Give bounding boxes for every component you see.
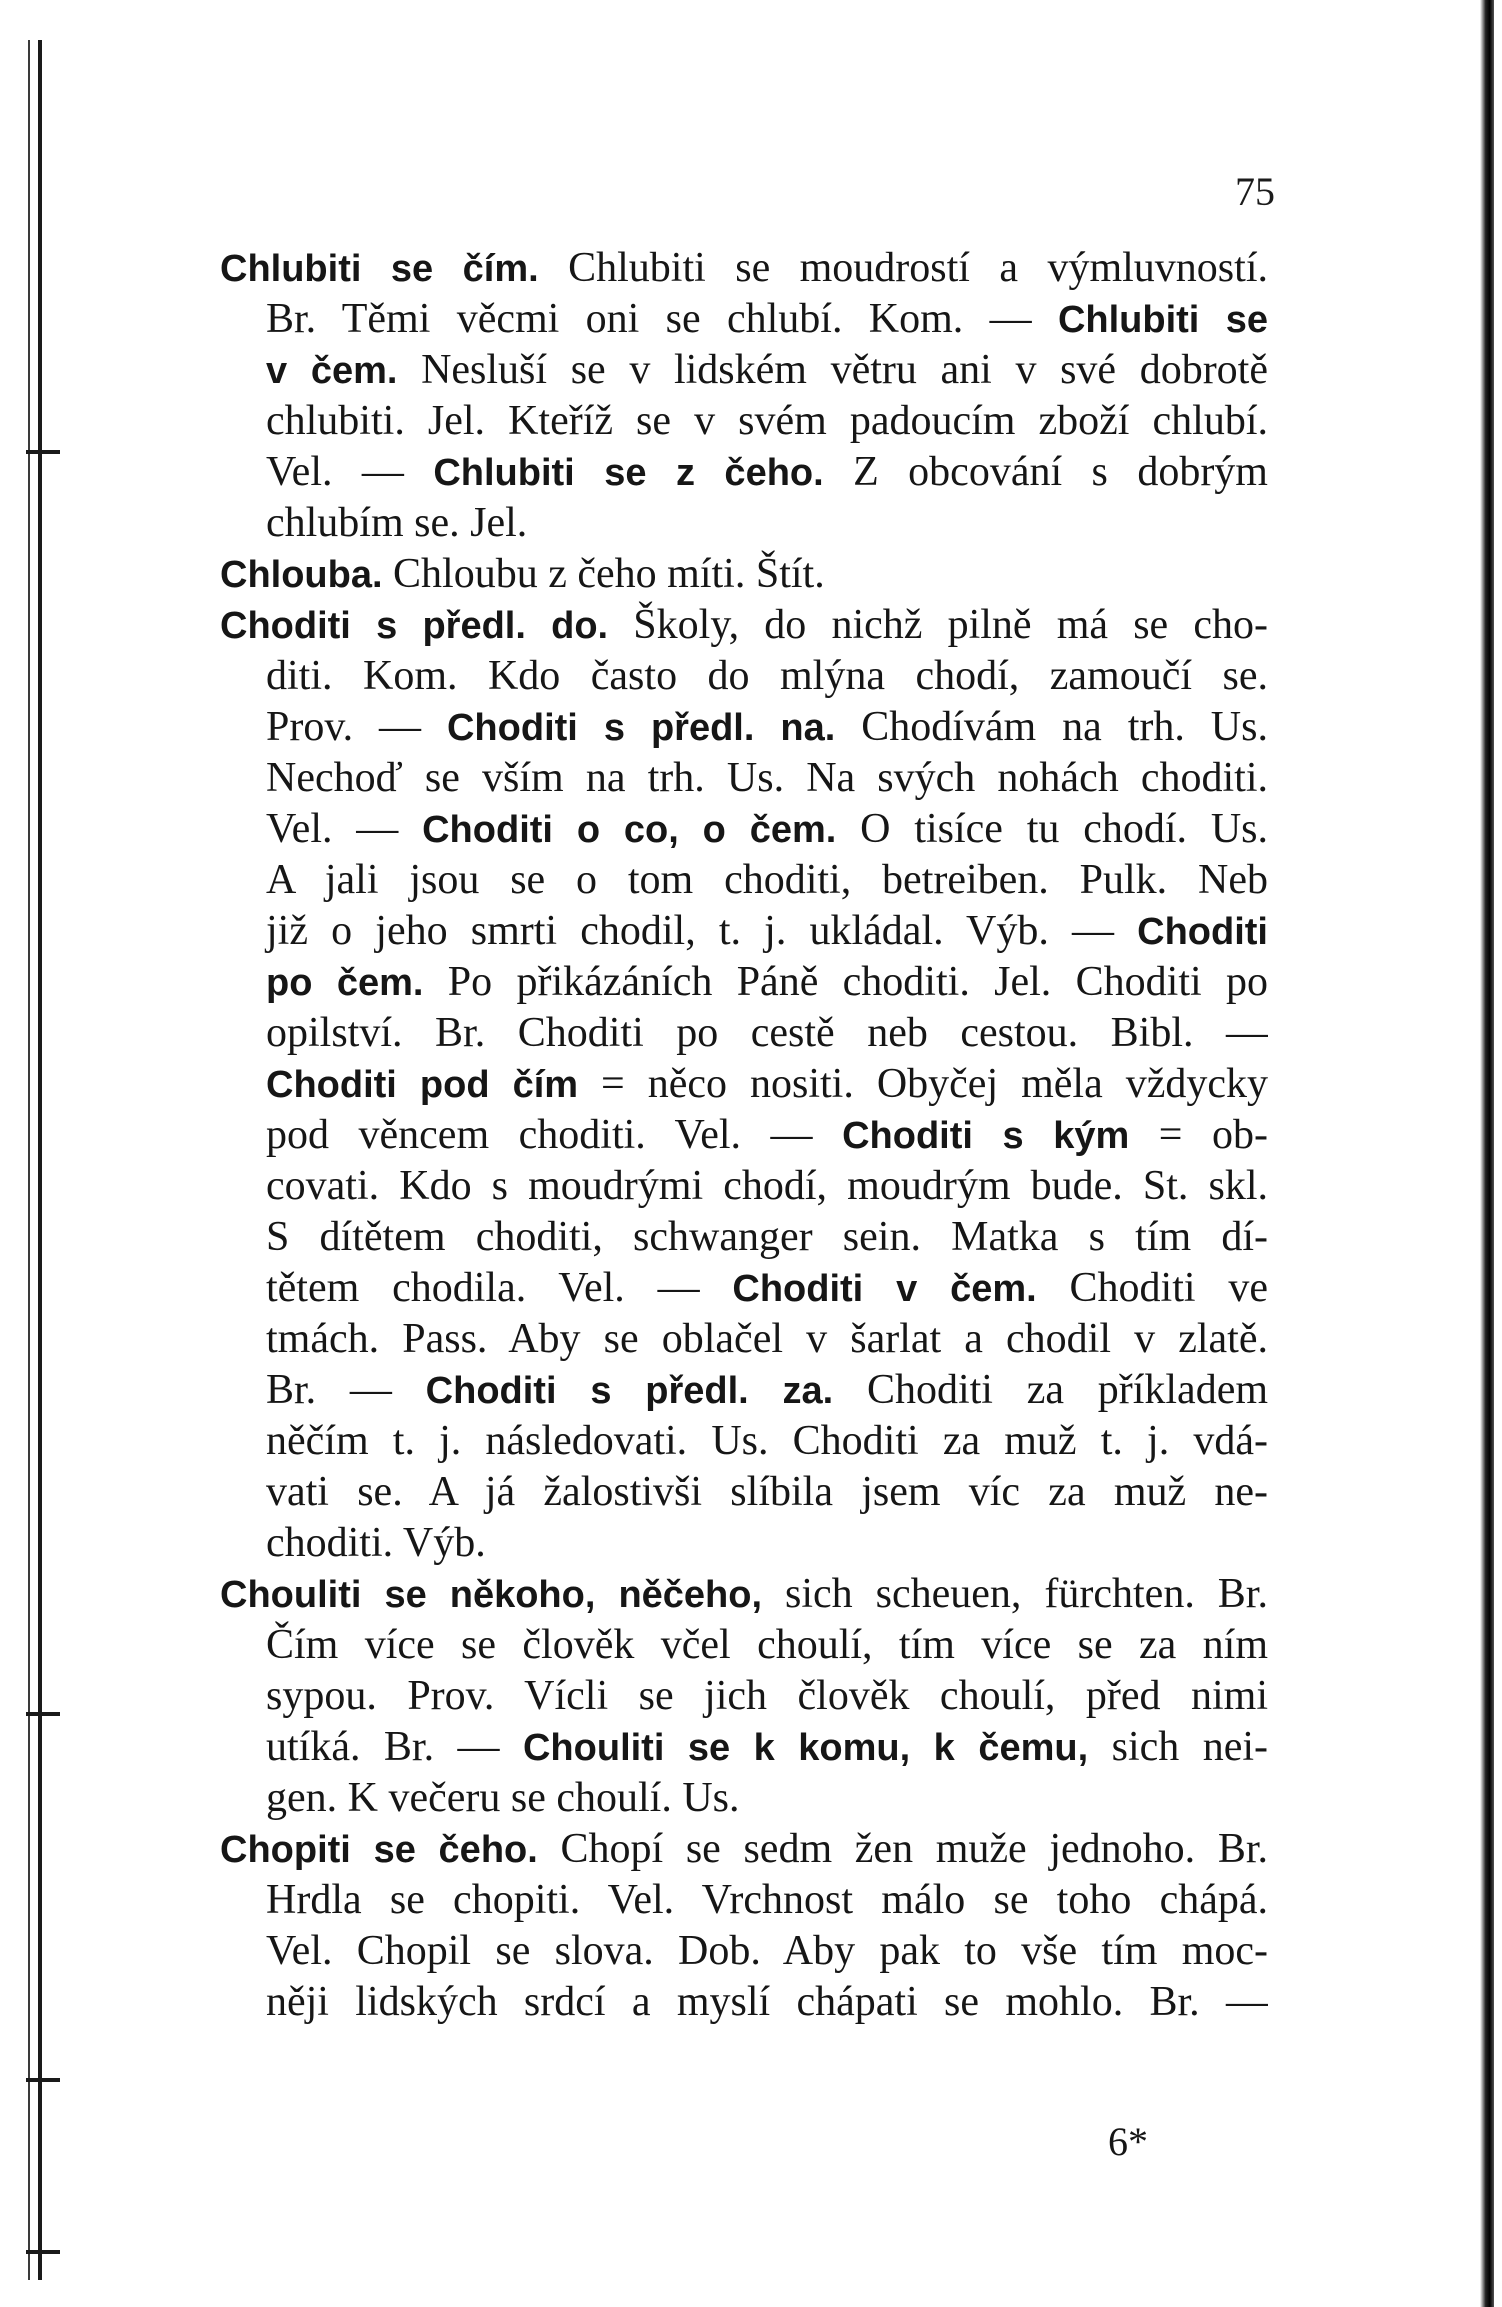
text-line [220,1212,1268,1263]
entry-text: Chlubiti se moudrostí a výmluvností. [538,245,1268,291]
text-line [220,1314,1268,1365]
headword: Choditi v čem. [732,1268,1037,1310]
entry-text: Čím více se člověk včel choulí, tím více se za ním [266,1622,1268,1668]
entry-text: něčím t. j. následovati. Us. Choditi za muž t. j. vdá- [266,1418,1268,1464]
text-line [220,243,1268,294]
text-line [220,1722,1268,1773]
text-line [220,855,1268,906]
entry-text: O tisíce tu chodí. Us. [836,806,1268,852]
text-line [220,957,1268,1008]
text-line [220,1263,1268,1314]
entry-text: S dítětem choditi, schwanger sein. Matka s tím dí- [266,1214,1268,1260]
entry-text: diti. Kom. Kdo často do mlýna chodí, zamoučí se. [266,653,1268,699]
headword: po čem. [266,962,424,1004]
entry-text: něji lidských srdcí a myslí chápati se mohlo. Br. — [266,1979,1268,2025]
text-line [220,1773,1268,1824]
text-line [220,498,1268,549]
binding-mark [26,2250,60,2254]
entry-text: Školy, do nichž pilně má se cho- [608,602,1268,648]
binding-edge [38,40,42,2280]
text-line [220,906,1268,957]
dictionary-text [220,243,1268,2028]
text-line [220,1110,1268,1161]
text-line [220,600,1268,651]
entry-text: Br. — [266,1367,426,1413]
entry-text: = něco nositi. Obyčej měla vždycky [578,1061,1268,1107]
headword: Choditi [1137,911,1268,953]
entry-text: Vel. — [266,449,434,495]
text-line [220,1671,1268,1722]
entry-text: = ob- [1129,1112,1268,1158]
headword: Chlouba. [220,554,383,596]
entry-text: již o jeho smrti chodil, t. j. ukládal. Výb. — [266,908,1138,954]
entry-text: Choditi ve [1036,1265,1268,1311]
headword: Chouliti se někoho, něčeho, [220,1574,763,1616]
text-line [220,702,1268,753]
binding-mark [26,450,60,454]
signature-mark: 6* [1108,2119,1148,2164]
text-line [220,345,1268,396]
text-line [220,1467,1268,1518]
headword: Choditi s předl. za. [425,1370,834,1412]
text-line [220,1059,1268,1110]
entry-text: vati se. A já žalostivši slíbila jsem víc za muž ne- [266,1469,1268,1515]
entry-text: chlubím se. Jel. [266,500,528,546]
text-line [220,1875,1268,1926]
entry-text: Hrdla se chopiti. Vel. Vrchnost málo se toho chápá. [266,1877,1268,1923]
entry-text: choditi. Výb. [266,1520,486,1566]
text-line [220,549,1268,600]
entry-text: sypou. Prov. Vícli se jich člověk choulí, před nimi [266,1673,1268,1719]
entry-text: Vel. Chopil se slova. Dob. Aby pak to vše tím moc- [266,1928,1268,1974]
headword: Chlubiti se [1057,299,1268,341]
text-line [220,804,1268,855]
page-edge-shadow [1480,0,1494,2307]
headword: v čem. [266,350,398,392]
page-number: 75 [1235,169,1275,214]
headword: Choditi s předl. na. [446,707,836,749]
entry-text: Choditi za příkladem [833,1367,1268,1413]
text-line [220,1518,1268,1569]
entry-text: Chopí se sedm žen muže jednoho. Br. [537,1826,1268,1872]
text-line [220,753,1268,804]
text-line [220,1161,1268,1212]
text-line [220,447,1268,498]
entry-text: gen. K večeru se choulí. Us. [266,1775,740,1821]
text-line [220,1620,1268,1671]
text-line [220,1008,1268,1059]
entry-text: Z obcování s dobrým [823,449,1268,495]
headword: Choditi o co, o čem. [422,809,837,851]
text-line [220,1569,1268,1620]
entry-text: Nechoď se vším na trh. Us. Na svých nohách choditi. [266,755,1268,801]
headword: Choditi s kým [842,1115,1130,1157]
binding-edge-line [28,40,30,2280]
entry-text: Chloubu z čeho míti. Štít. [382,551,825,597]
entry-text: sich scheuen, fürchten. Br. [762,1571,1268,1617]
text-line [220,396,1268,447]
entry-text: sich nei- [1088,1724,1268,1770]
entry-text: pod věncem choditi. Vel. — [266,1112,843,1158]
entry-text: chlubiti. Jel. Kteříž se v svém padoucím zboží chlubí. [266,398,1268,444]
headword: Chopiti se čeho. [220,1829,538,1871]
entry-text: Vel. — [266,806,423,852]
entry-text: A jali jsou se o tom choditi, betreiben. Pulk. Neb [266,857,1268,903]
binding-mark [26,2078,60,2082]
text-line [220,294,1268,345]
text-line [220,1416,1268,1467]
text-line [220,1365,1268,1416]
entry-text: Nesluší se v lidském větru ani v své dobrotě [397,347,1268,393]
entry-text: covati. Kdo s moudrými chodí, moudrým bude. St. skl. [266,1163,1268,1209]
entry-text: Prov. — [266,704,447,750]
headword: Choditi pod čím [266,1064,579,1106]
entry-text: opilství. Br. Choditi po cestě neb cestou. Bibl. — [266,1010,1268,1056]
text-line [220,1824,1268,1875]
entry-text: Br. Těmi věcmi oni se chlubí. Kom. — [266,296,1058,342]
text-line [220,1977,1268,2028]
text-line [220,651,1268,702]
entry-text: tmách. Pass. Aby se oblačel v šarlat a chodil v zlatě. [266,1316,1268,1362]
headword: Chouliti se k komu, k čemu, [522,1727,1089,1769]
binding-mark [26,1712,60,1716]
headword: Choditi s předl. do. [220,605,609,647]
headword: Chlubiti se z čeho. [433,452,824,494]
text-line [220,1926,1268,1977]
entry-text: utíká. Br. — [266,1724,523,1770]
entry-text: Po přikázáních Páně choditi. Jel. Choditi po [423,959,1268,1005]
headword: Chlubiti se čím. [220,248,539,290]
entry-text: tětem chodila. Vel. — [266,1265,733,1311]
entry-text: Chodívám na trh. Us. [835,704,1268,750]
